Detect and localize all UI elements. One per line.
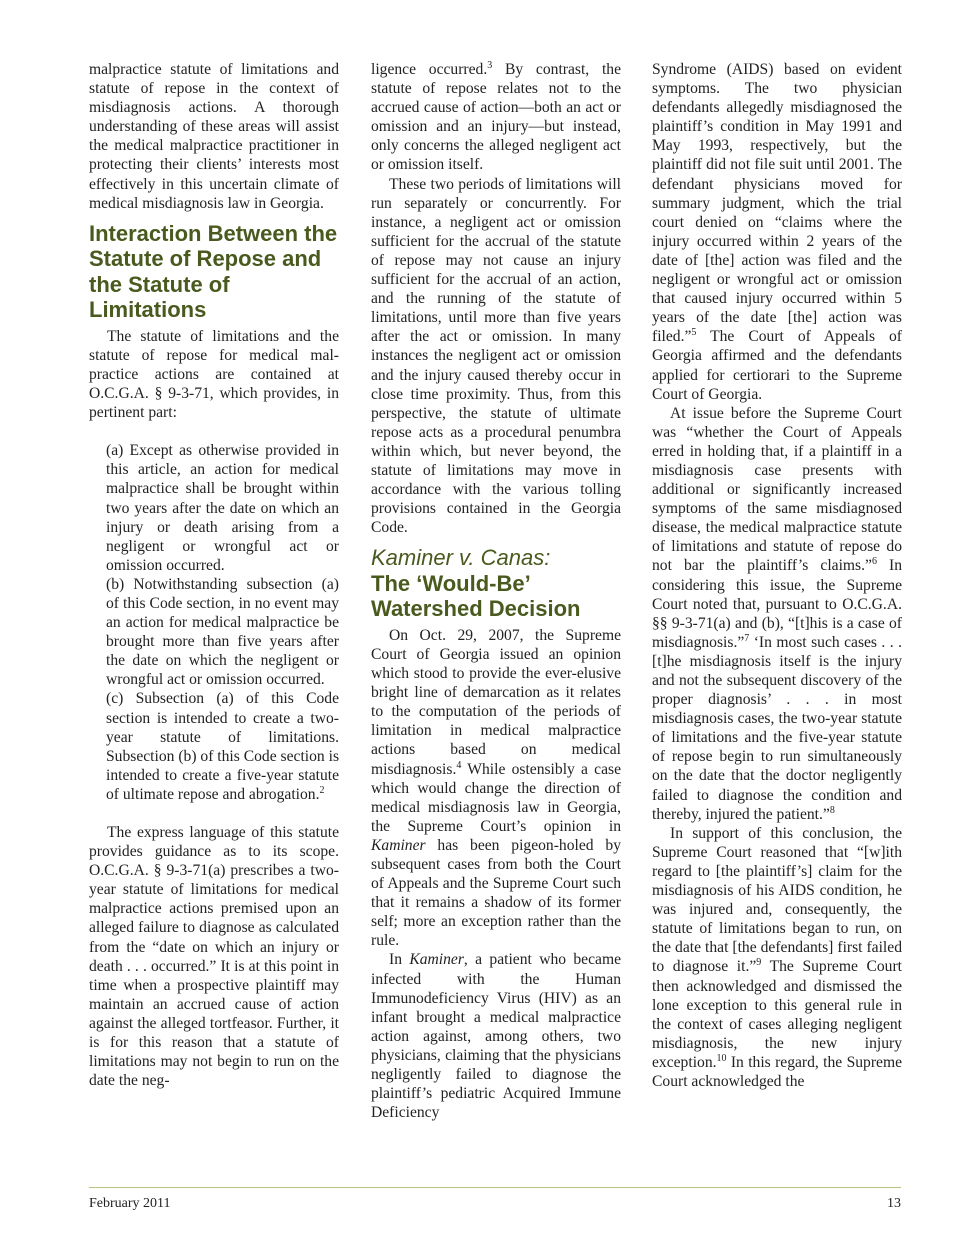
paragraph: On Oct. 29, 2007, the Supreme Court of Georgia issued an opinion which stood to provide the ever-elusive bright line of demarcation as it relates to the computation of the periods of limitation in medical malpractice actions based on medical misdiagnosis.$^4$ While ostensibly a case which would change the direction of medical misdiagnosis law in Georgia, the Supreme Court’s opinion in Kaminer has been pigeon-holed by subsequent cases from both the Court of Appeals and the Supreme Court such that it remains a shadow of its former self; more an exception rather than the rule. bbox=[371, 626, 621, 950]
paragraph: The express language of this statute provides guidance as to its scope. O.C.G.A. § 9-3-71(a) prescribes a two-year statute of limitations for medical malpractice actions premised upon an alleged failure to diagnose as calculated from the “date on which an injury or death . . . occurred.” It is at this point in time when a prospective plaintiff may maintain an accrued cause of action against the alleged tortfeasor. Further, it is for this reason that a statute of limitations may not begin to run on the date the neg- bbox=[89, 824, 339, 1090]
paragraph: In support of this conclusion, the Supreme Court reasoned that “[w]ith regard to [the plaintiff’s] claim for the misdiagnosis of his AIDS condition, he was injured and, consequently, the statute of limitations began to run, on the date that [the defendants] first failed to diagnose it.”$^9$ The Supreme Court then acknowledged and dismissed the lone exception to this general rule in the context of cases alleging negligent misdiagnosis, the new injury exception.$^{10}$ In this regard, the Supreme Court acknowledged the bbox=[652, 824, 903, 1090]
quote-subsection-b: (b) Notwithstanding subsection (a) of this Code section, in no event may an action for medical malpractice be brought more than five years after the date on which the negligent or wrongful act or omission occurred. bbox=[106, 575, 339, 689]
column-1 bbox=[89, 60, 339, 1090]
footnote-ref: 3 bbox=[487, 59, 493, 71]
paragraph: ligence occurred.$^3$ By contrast, the statute of repose relates not to the accrued cause of action—both an act or omission and an injury—but instead, only concerns the alleged negligent act or omission itself. bbox=[371, 59, 621, 174]
section-heading: Interaction Between the Statute of Repose and the Statute of Limitations bbox=[89, 220, 338, 323]
statute-quote bbox=[89, 441, 339, 804]
footer-divider bbox=[89, 1187, 901, 1188]
column-3 bbox=[652, 60, 902, 1091]
section-heading: Kaminer v. Canas: The ‘Would-Be’ Watershed Decision bbox=[371, 545, 581, 622]
paragraph: In Kaminer, a patient who became infected with the Human Immunodeficiency Virus (HIV) as an infant brought a medical malpractice action against, among others, two physicians, claiming that the physicians negligently failed to diagnose the plaintiff’s pediatric Acquired Immune Deficiency bbox=[371, 951, 621, 1122]
spacer bbox=[89, 422, 339, 441]
footnote-ref: 7 bbox=[744, 632, 750, 644]
footnote-ref: 6 bbox=[871, 556, 877, 568]
footnote-ref: 10 bbox=[716, 1052, 727, 1064]
quote-subsection-c: (c) Subsection (a) of this Code section is intended to create a two-year statute of limitations. Subsection (b) of this Code section is intended to create a five-year statute of ultimate repose and abrogation.$^2$ bbox=[106, 690, 340, 803]
paragraph: These two periods of limitations will run separately or concurrently. For instance, a negligent act or omission sufficient for the accrual of the statute of repose may not cause an injury sufficient for the accrual of an action, and the running of the statute of limitations, until more than five years after the act or omission. In many instances the negligent act or omission and the injury caused thereby occur in close time proximity. Thus, from this perspective, the statute of ultimate repose acts as a procedural penumbra within which, but never beyond, the statute of limitations may move in accordance with the various tolling provisions contained in the Georgia Code. bbox=[371, 175, 621, 537]
paragraph: The statute of limitations and the statute of repose for medical malpractice actions are contained at O.C.G.A. § 9-3-71, which provides, in pertinent part: bbox=[89, 327, 339, 422]
footer-date: February 2011 bbox=[89, 1196, 171, 1211]
spacer bbox=[89, 804, 339, 823]
paragraph: Syndrome (AIDS) based on evident symptoms. The two physician defendants allegedly misdiagnosed the plaintiff’s condition in May 1991 and May 1993, respectively, but the plaintiff did not file suit until 2001. The defendant physicians moved for summary judgment, which the trial court denied on “claims where the injury occurred within 2 years of the date of [the] action was filed and the negligent or wrongful act or omission that caused injury occurred within 5 years of the date [the] action was filed.”$^5$ The Court of Appeals of Georgia affirmed and the defendants applied for certiorari to the Supreme Court of Georgia. bbox=[652, 61, 902, 403]
footnote-ref: 4 bbox=[456, 759, 462, 771]
case-name: Kaminer bbox=[409, 951, 464, 969]
footnote-ref: 8 bbox=[829, 804, 835, 816]
case-name: Kaminer bbox=[371, 836, 426, 854]
paragraph: At issue before the Supreme Court was “whether the Court of Appeals erred in holding that, if a plaintiff in a misdiagnosis case presents with additional or significantly increased symptoms of the same misdiagnosed disease, the medical malpractice statute of limitations and statute of repose do not bar the plaintiff’s claims.”$^6$ In considering this issue, the Supreme Court noted that, pursuant to O.C.G.A. §§ 9-3-71(a) and (b), “[t]his is a case of misdiagnosis.”$^7$ ‘In most such cases . . . [t]he misdiagnosis itself is the injury and not the subsequent discovery of the proper diagnosis’ . . . in most misdiagnosis cases, the two-year statute of limitations and the five-year statute of repose begin to run simultaneously on the date that the doctor negligently failed to diagnose the condition and thereby, injured the patient.”$^8$ bbox=[652, 404, 903, 823]
footnote-ref: 9 bbox=[756, 957, 762, 969]
paragraph: malpractice statute of limitations and statute of repose in the context of misdiagnosis actions. A thorough understanding of these areas will assist the medical malpractice practitioner in protecting their clients’ interests most effectively in this uncertain climate of medical misdiagnosis law in Georgia. bbox=[89, 61, 339, 212]
footnote-ref: 2 bbox=[319, 784, 325, 796]
page-number: 13 bbox=[887, 1196, 901, 1211]
quote-subsection-a: (a) Except as otherwise provided in this article, an action for medical malpractice shall be brought within two years after the date on which an injury or death arising from a negligent or wrongful act or omission occurred. bbox=[106, 442, 339, 574]
column-2 bbox=[371, 60, 621, 1122]
footnote-ref: 5 bbox=[691, 327, 697, 339]
